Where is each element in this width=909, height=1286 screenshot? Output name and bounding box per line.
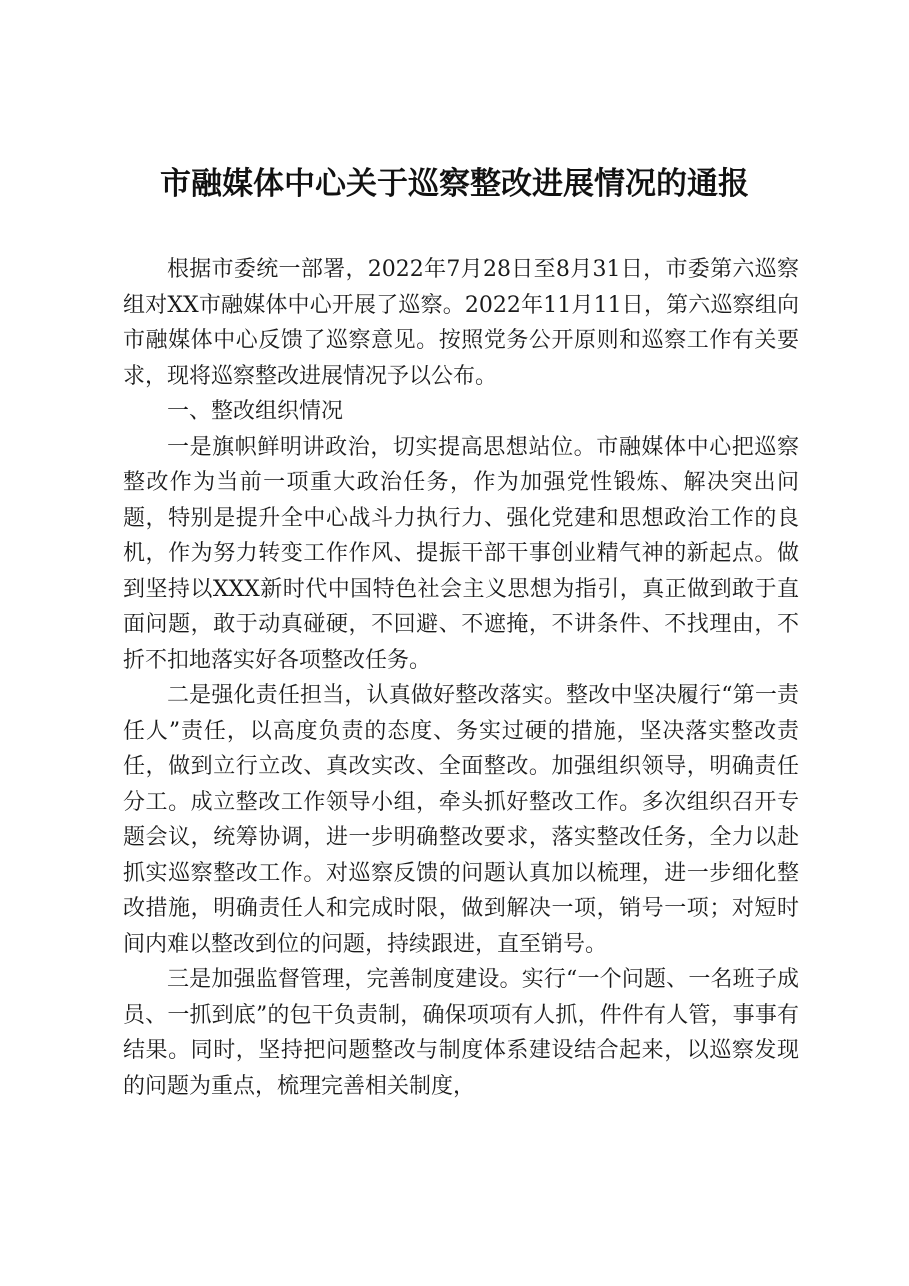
section-heading: 一、整改组织情况 — [167, 399, 344, 424]
document-body — [123, 252, 799, 1104]
paragraph-point-three: 三是加强监督管理，完善制度建设。实行“一个问题、一名班子成员、一抓到底”的包干负责制，确保项项有人抓，件件有人管，事事有结果。同时，坚持把问题整改与制度体系建设结合起来，以巡察发现的问题为重点，梳理完善相关制度， — [123, 967, 799, 1099]
document-title: 市融媒体中心关于巡察整改进展情况的通报 — [160, 166, 749, 202]
paragraph-point-one: 一是旗帜鲜明讲政治，切实提高思想站位。市融媒体中心把巡察整改作为当前一项重大政治任务，作为加强党性锻炼、解决突出问题，特别是提升全中心战斗力执行力、强化党建和思想政治工作的良机，作为努力转变工作作风、提振干部干事创业精气神的新起点。做到坚持以XXX新时代中国特色社会主义思想为指引，真正做到敢于直面问题，敢于动真碰硬，不回避、不遮掩，不讲条件、不找理由，不折不扣地落实好各项整改任务。 — [123, 434, 799, 673]
paragraph-intro: 根据市委统一部署，2022年7月28日至8月31日，市委第六巡察组对XX市融媒体中心开展了巡察。2022年11月11日，第六巡察组向市融媒体中心反馈了巡察意见。按照党务公开原则和巡察工作有关要求，现将巡察整改进展情况予以公布。 — [123, 257, 799, 389]
paragraph-point-two: 二是强化责任担当，认真做好整改落实。整改中坚决履行“第一责任人”责任，以高度负责的态度、务实过硬的措施，坚决落实整改责任，做到立行立改、真改实改、全面整改。加强组织领导，明确责任分工。成立整改工作领导小组，牵头抓好整改工作。多次组织召开专题会议，统筹协调，进一步明确整改要求，落实整改任务，全力以赴抓实巡察整改工作。对巡察反馈的问题认真加以梳理，进一步细化整改措施，明确责任人和完成时限，做到解决一项，销号一项；对短时间内难以整改到位的问题，持续跟进，直至销号。 — [123, 683, 799, 957]
